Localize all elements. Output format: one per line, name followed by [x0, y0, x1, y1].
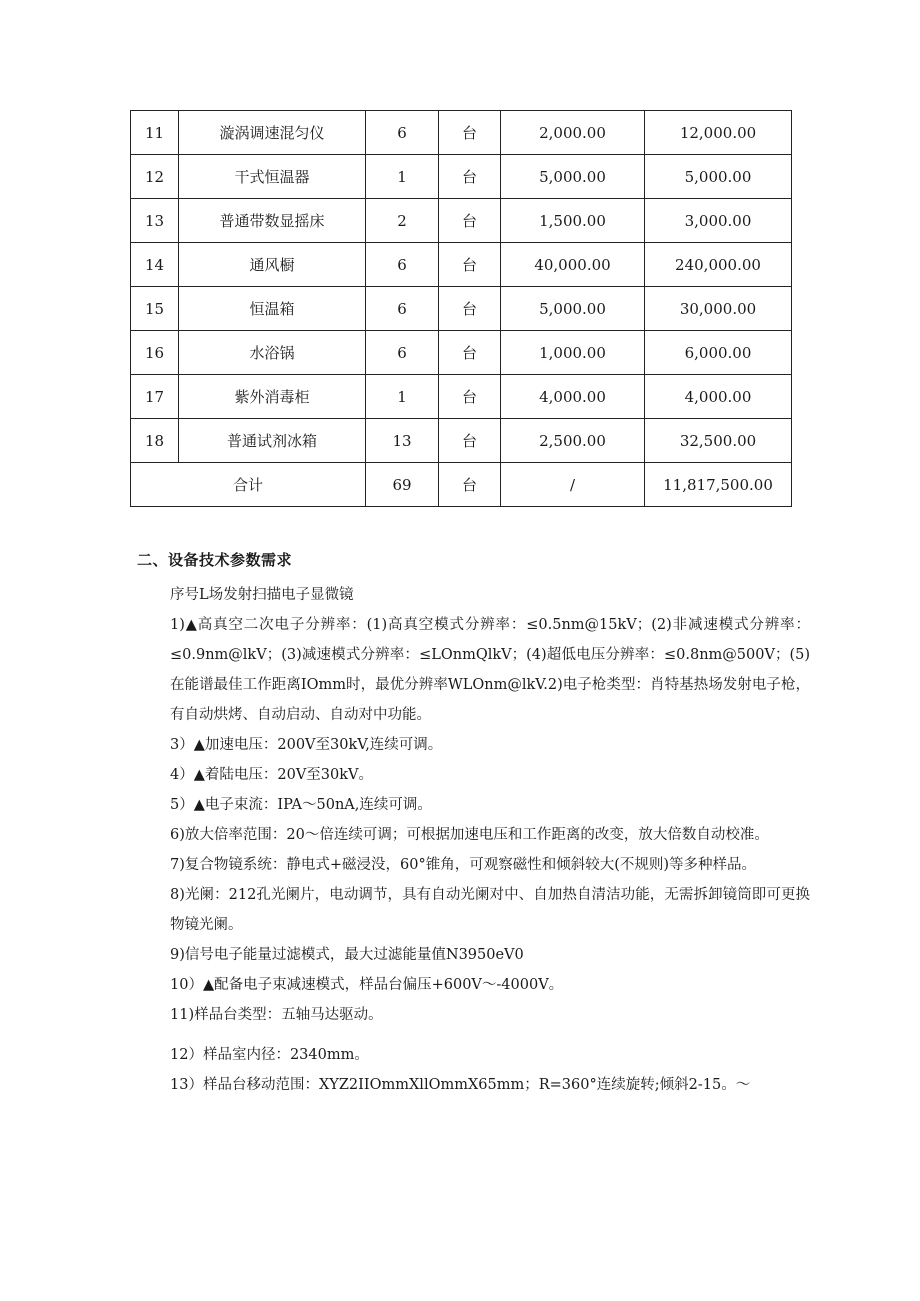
cell-name: 普通试剂冰箱	[179, 419, 366, 463]
spec-subtitle: 序号L场发射扫描电子显微镜	[170, 587, 354, 603]
cell-qty: 13	[366, 419, 439, 463]
table-row	[131, 111, 792, 155]
cell-price: 2,500.00	[501, 419, 645, 463]
cell-name: 干式恒温器	[179, 155, 366, 199]
cell-name: 通风橱	[179, 243, 366, 287]
table-row	[131, 375, 792, 419]
cell-price: 1,500.00	[501, 199, 645, 243]
spec-item-8: 8)光阑：212孔光阑片，电动调节，具有自动光阑对中、自加热自清洁功能，无需拆卸镜筒即可更换物镜光阑。	[170, 887, 810, 933]
cell-no: 11	[131, 111, 179, 155]
spec-item-10: 10）▲配备电子束减速模式，样品台偏压+600V～-4000V。	[170, 977, 564, 993]
cell-no: 14	[131, 243, 179, 287]
cell-price: 2,000.00	[501, 111, 645, 155]
cell-total: 12,000.00	[645, 111, 792, 155]
summary-unit: 台	[439, 463, 501, 507]
cell-no: 18	[131, 419, 179, 463]
summary-qty: 69	[366, 463, 439, 507]
cell-total: 3,000.00	[645, 199, 792, 243]
cell-total: 30,000.00	[645, 287, 792, 331]
spec-item-9: 9)信号电子能量过滤模式，最大过滤能量值N3950eV0	[170, 947, 524, 963]
table-row	[131, 287, 792, 331]
table-row	[131, 243, 792, 287]
cell-total: 5,000.00	[645, 155, 792, 199]
table-row	[131, 419, 792, 463]
spec-item-5: 5）▲电子束流：IPA～50nA,连续可调。	[170, 797, 432, 813]
cell-unit: 台	[439, 419, 501, 463]
cell-qty: 6	[366, 287, 439, 331]
cell-name: 紫外消毒柜	[179, 375, 366, 419]
equipment-table-body	[131, 111, 792, 507]
table-row	[131, 155, 792, 199]
cell-name: 普通带数显摇床	[179, 199, 366, 243]
cell-unit: 台	[439, 111, 501, 155]
cell-name: 水浴锅	[179, 331, 366, 375]
spec-item-13: 13）样品台移动范围：XYZ2IIOmmXllOmmX65mm；R=360°连续旋转;倾斜2-15。～	[170, 1077, 751, 1093]
spec-item-11: 11)样品台类型：五轴马达驱动。	[170, 1007, 383, 1023]
spec-item-6: 6)放大倍率范围：20～倍连续可调；可根据加速电压和工作距离的改变，放大倍数自动校准。	[170, 827, 769, 843]
cell-price: 5,000.00	[501, 155, 645, 199]
cell-unit: 台	[439, 243, 501, 287]
cell-price: 1,000.00	[501, 331, 645, 375]
summary-row	[131, 463, 792, 507]
spec-item-1: 1)▲高真空二次电子分辨率：(1)高真空模式分辨率：≤0.5nm@15kV；(2)非减速模式分辨率：≤0.9nm@lkV；(3)减速模式分辨率：≤LOnmQlkV；(4)超低电压分辨率：≤0.8nm@500V；(5)在能谱最佳工作距离IOmm时，最优分辨率WLOnm@lkV.2)电子枪类型：肖特基热场发射电子枪，有自动烘烤、自动启动、自动对中功能。	[170, 617, 810, 723]
cell-total: 32,500.00	[645, 419, 792, 463]
cell-no: 16	[131, 331, 179, 375]
cell-price: 5,000.00	[501, 287, 645, 331]
cell-price: 4,000.00	[501, 375, 645, 419]
cell-unit: 台	[439, 375, 501, 419]
spec-text	[170, 580, 810, 1100]
cell-no: 17	[131, 375, 179, 419]
summary-label: 合计	[131, 463, 366, 507]
cell-name: 漩涡调速混匀仪	[179, 111, 366, 155]
summary-price: /	[501, 463, 645, 507]
cell-qty: 1	[366, 375, 439, 419]
cell-total: 240,000.00	[645, 243, 792, 287]
table-row	[131, 331, 792, 375]
cell-no: 12	[131, 155, 179, 199]
cell-unit: 台	[439, 155, 501, 199]
spec-item-4: 4）▲着陆电压：20V至30kV。	[170, 767, 374, 783]
cell-no: 15	[131, 287, 179, 331]
cell-unit: 台	[439, 287, 501, 331]
cell-qty: 6	[366, 243, 439, 287]
cell-total: 6,000.00	[645, 331, 792, 375]
spec-item-12: 12）样品室内径：2340mm。	[170, 1047, 369, 1063]
cell-qty: 1	[366, 155, 439, 199]
cell-qty: 6	[366, 111, 439, 155]
cell-qty: 6	[366, 331, 439, 375]
table-row	[131, 199, 792, 243]
section-title: 二、设备技术参数需求	[137, 551, 293, 569]
cell-qty: 2	[366, 199, 439, 243]
equipment-table	[130, 110, 792, 507]
cell-price: 40,000.00	[501, 243, 645, 287]
cell-no: 13	[131, 199, 179, 243]
summary-total: 11,817,500.00	[645, 463, 792, 507]
spec-item-3: 3）▲加速电压：200V至30kV,连续可调。	[170, 737, 443, 753]
cell-total: 4,000.00	[645, 375, 792, 419]
spec-item-7: 7)复合物镜系统：静电式+磁浸没，60°锥角，可观察磁性和倾斜较大(不规则)等多种样品。	[170, 857, 757, 873]
cell-unit: 台	[439, 199, 501, 243]
cell-name: 恒温箱	[179, 287, 366, 331]
cell-unit: 台	[439, 331, 501, 375]
